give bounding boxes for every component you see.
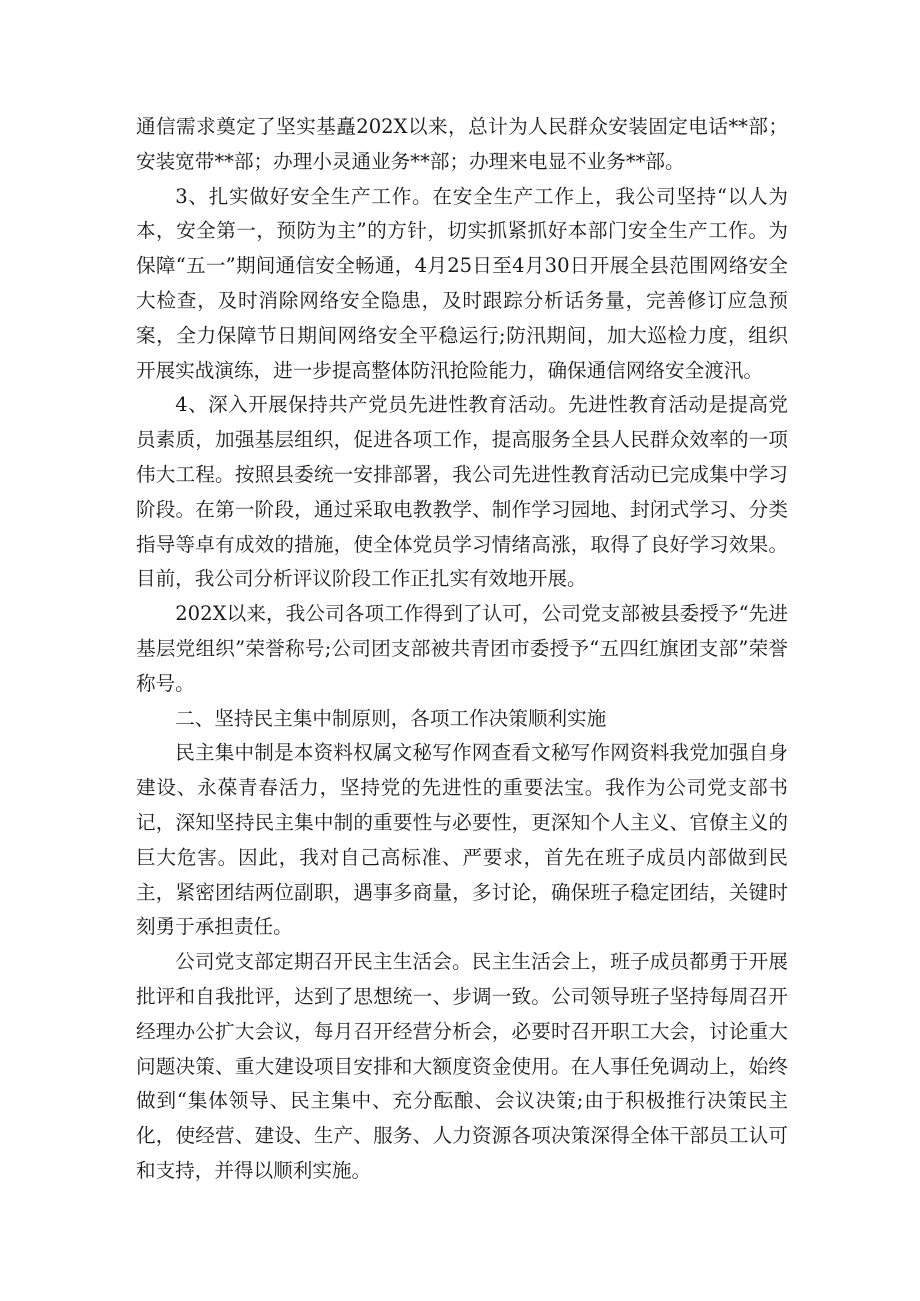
paragraph-safety-production: 3、扎实做好安全生产工作。在安全生产工作上，我公司坚持“以人为本，安全第一，预防为主”的方针，切实抓紧抓好本部门安全生产工作。为保障“五一”期间通信安全畅通，4月25日至4月30日开展全县范围网络安全大检查，及时消除网络安全隐患，及时跟踪分析话务量，完善修订应急预案，全力保障节日期间网络安全平稳运行;防汛期间，加大巡检力度，组织开展实战演练，进一步提高整体防汛抢险能力，确保通信网络安全渡汛。 xyxy=(136,184,788,382)
paragraph-telecom-demand: 通信需求奠定了坚实基矗202X以来，总计为人民群众安装固定电话**部；安装宽带**部；办理小灵通业务**部；办理来电显不业务**部。 xyxy=(136,115,788,173)
paragraph-honors: 202X以来，我公司各项工作得到了认可，公司党支部被县委授予“先进基层党组织”荣誉称号;公司团支部被共青团市委授予“五四红旗团支部”荣誉称号。 xyxy=(136,602,788,695)
document-page xyxy=(136,110,788,1189)
paragraph-democratic-centralism: 民主集中制是本资料权属文秘写作网查看文秘写作网资料我党加强自身建设、永葆青春活力，坚持党的先进性的重要法宝。我作为公司党支部书记，深知坚持民主集中制的重要性与必要性，更深知个人主义、官僚主义的巨大危害。因此，我对自己高标准、严要求，首先在班子成员内部做到民主，紧密团结两位副职，遇事多商量，多讨论，确保班子稳定团结，关键时刻勇于承担责任。 xyxy=(136,741,788,939)
paragraph-party-education: 4、深入开展保持共产党员先进性教育活动。先进性教育活动是提高党员素质，加强基层组织，促进各项工作，提高服务全县人民群众效率的一项伟大工程。按照县委统一安排部署，我公司先进性教育活动已完成集中学习阶段。在第一阶段，通过采取电教教学、制作学习园地、封闭式学习、分类指导等卓有成效的措施，使全体党员学习情绪高涨，取得了良好学习效果。目前，我公司分析评议阶段工作正扎实有效地开展。 xyxy=(136,393,788,591)
section-heading-democratic-centralism: 二、坚持民主集中制原则，各项工作决策顺利实施 xyxy=(175,706,607,730)
paragraph-democratic-life-meeting: 公司党支部定期召开民主生活会。民主生活会上，班子成员都勇于开展批评和自我批评，达到了思想统一、步调一致。公司领导班子坚持每周召开经理办公扩大会议，每月召开经营分析会，必要时召开职工大会，讨论重大问题决策、重大建设项目安排和大额度资金使用。在人事任免调动上，始终做到“集体领导、民主集中、充分酝酿、会议决策;由于积极推行决策民主化，使经营、建设、生产、服务、人力资源各项决策深得全体干部员工认可和支持，并得以顺利实施。 xyxy=(136,950,788,1182)
